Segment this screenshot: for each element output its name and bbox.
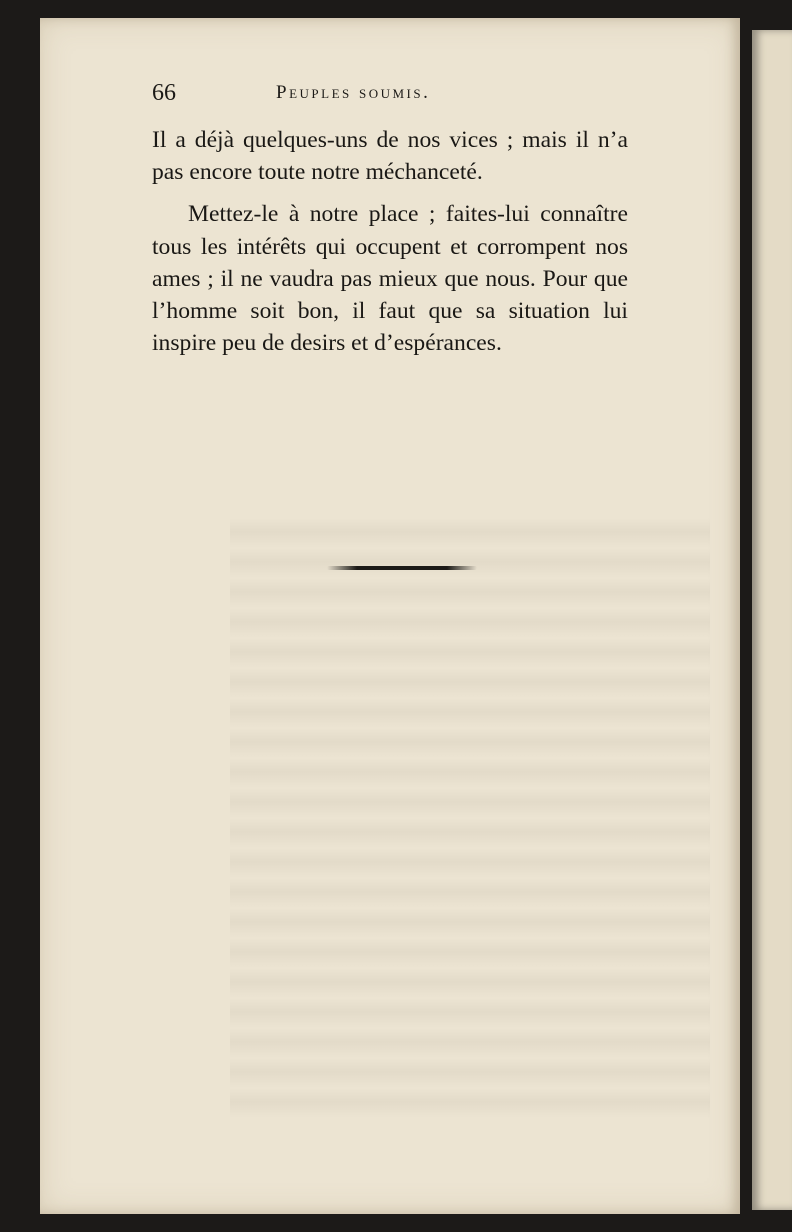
- section-divider-rule: [327, 566, 477, 570]
- body-text: [152, 124, 628, 369]
- page-number: 66: [152, 80, 176, 106]
- show-through-texture: [230, 518, 710, 1118]
- running-head: [152, 80, 522, 120]
- facing-page-edge: [752, 30, 792, 1210]
- running-title: Peuples soumis.: [276, 82, 431, 103]
- paragraph-2: Mettez-le à notre place ; faites-lui connaître tous les intérêts qui occupent et corrompent nos ames ; il ne vaudra pas mieux que nous. Pour que l’homme soit bon, il faut que sa situation lui inspire peu de desirs et d’espérances.: [152, 201, 628, 357]
- paragraph-1: Il a déjà quelques-uns de nos vices ; mais il n’a pas encore toute notre méchanceté.: [152, 127, 628, 186]
